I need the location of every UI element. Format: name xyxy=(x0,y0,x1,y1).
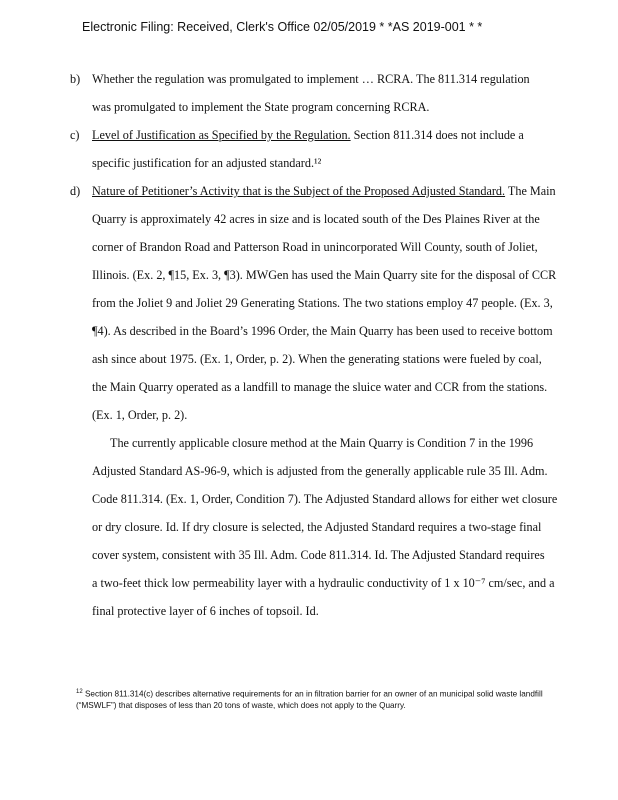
item-c-line-1 xyxy=(92,128,524,143)
item-d-line-1 xyxy=(92,184,556,199)
closure-paragraph-line-6: a two-feet thick low permeability layer with a hydraulic conductivity of 1 x 10⁻⁷ cm/sec, and a xyxy=(92,576,555,590)
item-c-line-1-rest: Section 811.314 does not include a xyxy=(350,128,524,142)
filing-header: Electronic Filing: Received, Clerk's Office 02/05/2019 * *AS 2019-001 * * xyxy=(82,20,483,34)
item-d-line-1-rest: The Main xyxy=(505,184,556,198)
item-c-line-2: specific justification for an adjusted standard.¹² xyxy=(92,156,322,170)
item-b-marker: b) xyxy=(70,72,81,86)
item-d-heading: Nature of Petitioner’s Activity that is the Subject of the Proposed Adjusted Standard. xyxy=(92,184,506,198)
closure-paragraph-line-4: or dry closure. Id. If dry closure is selected, the Adjusted Standard requires a two-stage final xyxy=(92,520,542,534)
item-d-line-4: Illinois. (Ex. 2, ¶15, Ex. 3, ¶3). MWGen has used the Main Quarry site for the disposal of CCR xyxy=(92,268,557,282)
closure-paragraph-line-3: Code 811.314. (Ex. 1, Order, Condition 7). The Adjusted Standard allows for either wet closure xyxy=(92,492,558,506)
footnote-12 xyxy=(76,687,546,711)
item-d-line-2: Quarry is approximately 42 acres in size and is located south of the Des Plaines River at the xyxy=(92,212,540,226)
item-b-line-1: Whether the regulation was promulgated to implement … RCRA. The 811.314 regulation xyxy=(92,72,530,86)
closure-paragraph-line-5: cover system, consistent with 35 Ill. Adm. Code 811.314. Id. The Adjusted Standard requires xyxy=(92,548,545,562)
item-d-line-3: corner of Brandon Road and Patterson Road in unincorporated Will County, south of Joliet, xyxy=(92,240,538,254)
item-d-line-8: the Main Quarry operated as a landfill to manage the sluice water and CCR from the stations. xyxy=(92,380,548,394)
footnote-text: Section 811.314(c) describes alternative requirements for an in filtration barrier for an owner of an municipal solid waste landfill (“MSWLF”) that disposes of less than 20 tons of waste, which does not apply to the Quarry. xyxy=(76,689,543,710)
item-b-line-2: was promulgated to implement the State program concerning RCRA. xyxy=(92,100,430,114)
item-d-line-9: (Ex. 1, Order, p. 2). xyxy=(92,408,188,422)
item-d-line-7: ash since about 1975. (Ex. 1, Order, p. 2). When the generating stations were fueled by coal, xyxy=(92,352,542,366)
item-c-heading: Level of Justification as Specified by the Regulation. xyxy=(92,128,351,142)
closure-paragraph-line-1: The currently applicable closure method at the Main Quarry is Condition 7 in the 1996 xyxy=(110,436,534,450)
footnote-number: 12 xyxy=(76,689,83,695)
closure-paragraph-line-2: Adjusted Standard AS-96-9, which is adjusted from the generally applicable rule 35 Ill. Adm. xyxy=(92,464,548,478)
closure-paragraph-line-7: final protective layer of 6 inches of topsoil. Id. xyxy=(92,604,319,618)
item-d-marker: d) xyxy=(70,184,81,198)
item-d-line-5: from the Joliet 9 and Joliet 29 Generating Stations. The two stations employ 47 people. (Ex. 3, xyxy=(92,296,553,310)
item-d-line-6: ¶4). As described in the Board’s 1996 Order, the Main Quarry has been used to receive bottom xyxy=(92,324,553,338)
item-c-marker: c) xyxy=(70,128,80,142)
